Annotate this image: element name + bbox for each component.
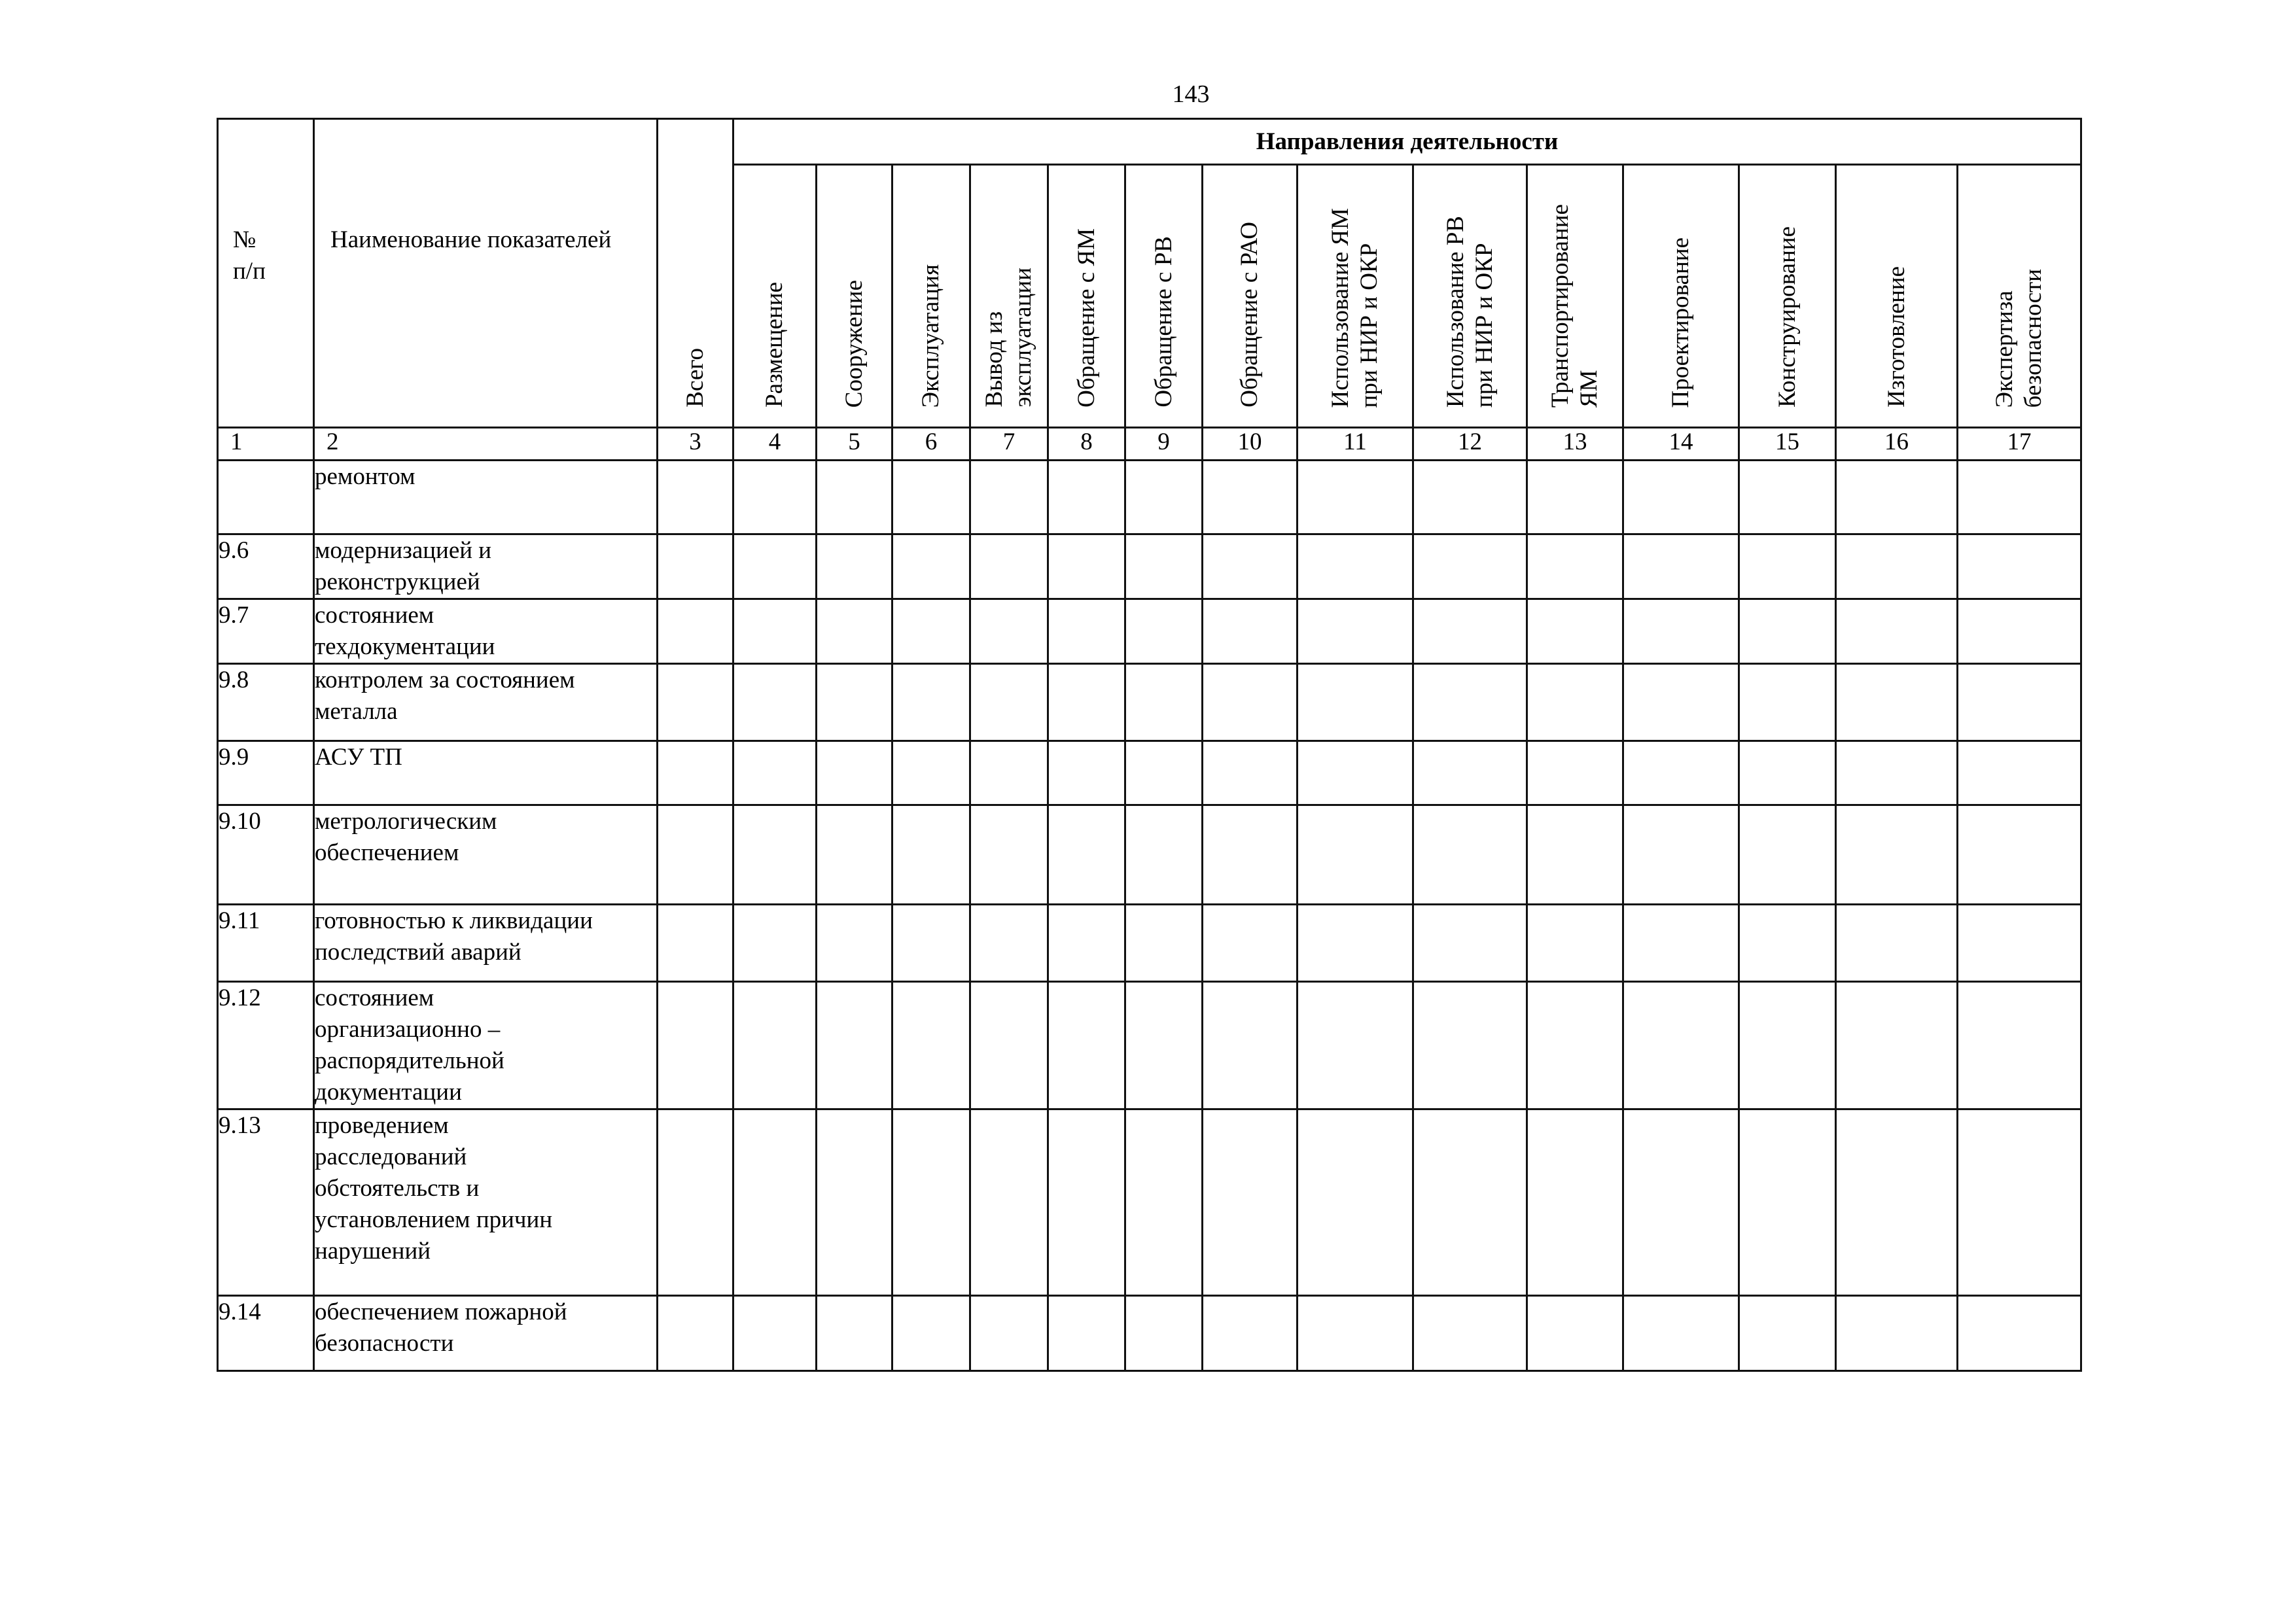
table-cell — [970, 741, 1048, 805]
table-cell — [1958, 534, 2081, 599]
row-number: 9.10 — [218, 805, 314, 905]
table-cell — [1739, 741, 1836, 805]
table-cell — [817, 805, 892, 905]
column-header-7 — [1203, 165, 1298, 428]
column-header-14 — [1958, 165, 2081, 428]
table-cell — [1739, 805, 1836, 905]
table-cell — [1836, 741, 1958, 805]
table-cell — [733, 1296, 817, 1371]
column-header-label: Размещение — [761, 282, 788, 408]
column-number: 3 — [658, 428, 733, 461]
column-header-10 — [1527, 165, 1623, 428]
table-cell — [892, 741, 970, 805]
column-number-row — [218, 428, 2081, 461]
table-cell — [1739, 1109, 1836, 1296]
table-cell — [817, 664, 892, 741]
table-cell — [1048, 905, 1125, 982]
row-label — [314, 805, 658, 905]
table-row — [218, 461, 2081, 534]
table-cell — [970, 599, 1048, 664]
table-cell — [733, 664, 817, 741]
table-cell — [1125, 741, 1203, 805]
column-header-label: Транспортирование ЯМ — [1547, 203, 1602, 408]
table-cell — [892, 1296, 970, 1371]
row-label — [314, 1109, 658, 1296]
row-label-line: установлением причин — [315, 1206, 553, 1233]
table-cell — [1125, 805, 1203, 905]
table-cell — [1048, 982, 1125, 1109]
column-header-label: Экспертиза безопасности — [1991, 268, 2047, 408]
table-cell — [1739, 1296, 1836, 1371]
table-cell — [1203, 741, 1298, 805]
row-number: 9.12 — [218, 982, 314, 1109]
table-cell — [1048, 461, 1125, 534]
table-cell — [1527, 905, 1623, 982]
table-cell — [1203, 1296, 1298, 1371]
table-cell — [1298, 664, 1413, 741]
row-label-line: техдокументации — [315, 633, 495, 660]
table-cell — [733, 461, 817, 534]
table-cell — [1125, 1296, 1203, 1371]
table-cell — [1527, 1296, 1623, 1371]
table-cell — [1203, 534, 1298, 599]
table-cell — [1527, 599, 1623, 664]
table-cell — [970, 461, 1048, 534]
table-row — [218, 599, 2081, 664]
table-cell — [1048, 805, 1125, 905]
table-cell — [892, 905, 970, 982]
row-label-line: обеспечением пожарной — [315, 1299, 567, 1325]
table-cell — [1958, 982, 2081, 1109]
table-cell — [1836, 461, 1958, 534]
column-header-label: Обращение с РВ — [1150, 236, 1177, 408]
table-cell — [1298, 534, 1413, 599]
table-cell — [1413, 599, 1527, 664]
table-cell — [1527, 741, 1623, 805]
table-cell — [817, 1109, 892, 1296]
column-header-label: Всего — [681, 348, 709, 408]
table-cell — [970, 905, 1048, 982]
table-cell — [892, 534, 970, 599]
table-cell — [1958, 1109, 2081, 1296]
table-cell — [1413, 534, 1527, 599]
column-header-label: Проектирование — [1667, 237, 1694, 408]
table-cell — [658, 599, 733, 664]
table-cell — [817, 1296, 892, 1371]
table-cell — [817, 741, 892, 805]
column-number: 16 — [1836, 428, 1958, 461]
table-cell — [1125, 461, 1203, 534]
table-cell — [1739, 534, 1836, 599]
column-header-label: Обращение с РАО — [1236, 222, 1263, 408]
table-cell — [1413, 664, 1527, 741]
table-cell — [1125, 982, 1203, 1109]
table-cell — [1836, 1296, 1958, 1371]
table-cell — [817, 599, 892, 664]
table-cell — [1623, 1109, 1739, 1296]
name-column-header: Наименование показателей — [314, 119, 658, 428]
table-cell — [733, 599, 817, 664]
table-cell — [1527, 1109, 1623, 1296]
table-cell — [1527, 982, 1623, 1109]
row-label-line: обеспечением — [315, 839, 459, 866]
row-label-line: безопасности — [315, 1330, 454, 1357]
column-header-label: Сооружение — [840, 279, 868, 408]
row-label-line: ремонтом — [315, 463, 415, 490]
table-cell — [1298, 741, 1413, 805]
table-cell — [1958, 461, 2081, 534]
row-number: 9.7 — [218, 599, 314, 664]
table-cell — [733, 534, 817, 599]
table-cell — [733, 741, 817, 805]
table-cell — [1958, 664, 2081, 741]
column-header-11 — [1623, 165, 1739, 428]
table-cell — [1298, 1296, 1413, 1371]
column-number: 14 — [1623, 428, 1739, 461]
table-cell — [1836, 982, 1958, 1109]
table-cell — [1203, 599, 1298, 664]
table-cell — [1836, 664, 1958, 741]
column-header-5 — [1048, 165, 1125, 428]
column-header-label: Обращение с ЯМ — [1072, 228, 1100, 408]
table-cell — [892, 805, 970, 905]
column-header-4 — [970, 165, 1048, 428]
row-label-line: реконструкцией — [315, 568, 480, 595]
column-header-label: Эксплуатация — [917, 264, 944, 408]
table-cell — [970, 982, 1048, 1109]
table-cell — [658, 461, 733, 534]
table-cell — [1623, 982, 1739, 1109]
row-number: 9.6 — [218, 534, 314, 599]
table-cell — [1527, 534, 1623, 599]
table-cell — [1203, 461, 1298, 534]
row-number: 9.14 — [218, 1296, 314, 1371]
column-header-label: Использование ЯМ при НИР и ОКР — [1327, 207, 1383, 408]
header-row-top — [218, 119, 2081, 165]
table-cell — [1739, 599, 1836, 664]
row-label — [314, 741, 658, 805]
table-cell — [1413, 741, 1527, 805]
column-number: 10 — [1203, 428, 1298, 461]
table-cell — [733, 905, 817, 982]
table-cell — [658, 982, 733, 1109]
table-cell — [1958, 741, 2081, 805]
table-cell — [1623, 805, 1739, 905]
table-cell — [1836, 805, 1958, 905]
table-cell — [1836, 1109, 1958, 1296]
page-number: 143 — [1172, 80, 1210, 108]
table-cell — [1203, 805, 1298, 905]
column-header-8 — [1298, 165, 1413, 428]
table-cell — [970, 805, 1048, 905]
table-cell — [1623, 741, 1739, 805]
table-cell — [1623, 599, 1739, 664]
table-cell — [1958, 805, 2081, 905]
row-label — [314, 664, 658, 741]
table-cell — [817, 905, 892, 982]
column-header-label: Изготовление — [1882, 266, 1910, 408]
number-abbrev: п/п — [233, 258, 266, 285]
activity-directions-header: Направления деятельности — [733, 119, 2081, 165]
column-number: 5 — [817, 428, 892, 461]
table-cell — [1623, 1296, 1739, 1371]
column-number: 4 — [733, 428, 817, 461]
table-cell — [817, 982, 892, 1109]
table-cell — [1125, 905, 1203, 982]
table-cell — [733, 982, 817, 1109]
table-cell — [1527, 805, 1623, 905]
column-number: 11 — [1298, 428, 1413, 461]
table-cell — [1739, 982, 1836, 1109]
table-cell — [892, 664, 970, 741]
column-header-1 — [733, 165, 817, 428]
row-label — [314, 1296, 658, 1371]
table-cell — [1958, 905, 2081, 982]
table-cell — [658, 805, 733, 905]
row-label-line: последствий аварий — [315, 939, 521, 966]
table-cell — [1125, 664, 1203, 741]
row-label-line: контролем за состоянием — [315, 667, 575, 693]
column-header-6 — [1125, 165, 1203, 428]
row-label-line: металла — [315, 698, 398, 725]
column-number: 1 — [218, 428, 314, 461]
table-cell — [1298, 805, 1413, 905]
table-cell — [1125, 1109, 1203, 1296]
table-cell — [1048, 664, 1125, 741]
table-cell — [892, 599, 970, 664]
number-sign: № — [233, 226, 256, 253]
column-number: 13 — [1527, 428, 1623, 461]
column-header-total — [658, 119, 733, 428]
table-cell — [1623, 905, 1739, 982]
row-label — [314, 982, 658, 1109]
table-cell — [970, 1109, 1048, 1296]
row-label-line: расследований — [315, 1143, 467, 1170]
row-label-line: состоянием — [315, 602, 434, 629]
table-row — [218, 1296, 2081, 1371]
row-label-line: метрологическим — [315, 808, 497, 835]
table-cell — [1125, 599, 1203, 664]
column-number: 8 — [1048, 428, 1125, 461]
table-row — [218, 905, 2081, 982]
table-cell — [970, 1296, 1048, 1371]
row-label-line: нарушений — [315, 1238, 431, 1265]
table-cell — [1623, 664, 1739, 741]
column-header-3 — [892, 165, 970, 428]
table-cell — [1203, 982, 1298, 1109]
table-row — [218, 534, 2081, 599]
table-cell — [1048, 741, 1125, 805]
table-cell — [817, 461, 892, 534]
table-cell — [1739, 461, 1836, 534]
table-cell — [1413, 982, 1527, 1109]
column-number: 17 — [1958, 428, 2081, 461]
column-header-label: Вывод из эксплуатации — [981, 268, 1036, 408]
row-label-line: состоянием — [315, 985, 434, 1011]
table-row — [218, 1109, 2081, 1296]
table-cell — [1203, 664, 1298, 741]
table-cell — [1413, 905, 1527, 982]
table-cell — [658, 664, 733, 741]
column-header-13 — [1836, 165, 1958, 428]
table-cell — [1413, 1296, 1527, 1371]
row-label-line: проведением — [315, 1112, 449, 1139]
table-row — [218, 805, 2081, 905]
column-number: 2 — [314, 428, 658, 461]
table-row — [218, 664, 2081, 741]
row-label — [314, 534, 658, 599]
column-number: 15 — [1739, 428, 1836, 461]
table-cell — [1048, 534, 1125, 599]
row-label — [314, 905, 658, 982]
row-label-line: модернизацией и — [315, 537, 492, 564]
row-number: 9.8 — [218, 664, 314, 741]
column-number: 9 — [1125, 428, 1203, 461]
table-cell — [1413, 805, 1527, 905]
table-cell — [970, 534, 1048, 599]
row-label-line: обстоятельств и — [315, 1175, 480, 1202]
table-cell — [1048, 1109, 1125, 1296]
table-cell — [658, 534, 733, 599]
column-header-label: Использование РВ при НИР и ОКР — [1441, 215, 1498, 408]
table-cell — [1298, 982, 1413, 1109]
row-label-line: организационно – — [315, 1016, 501, 1043]
table-cell — [1739, 664, 1836, 741]
table-cell — [1623, 534, 1739, 599]
row-label-line: распорядительной — [315, 1047, 504, 1074]
table-cell — [1203, 905, 1298, 982]
table-cell — [1958, 1296, 2081, 1371]
column-header-9 — [1413, 165, 1527, 428]
table-cell — [1836, 599, 1958, 664]
table-cell — [892, 982, 970, 1109]
column-number: 6 — [892, 428, 970, 461]
table-cell — [1739, 905, 1836, 982]
number-column-header — [218, 119, 314, 428]
table-cell — [733, 805, 817, 905]
table-cell — [733, 1109, 817, 1296]
column-header-12 — [1739, 165, 1836, 428]
table-cell — [1623, 461, 1739, 534]
table-cell — [1048, 1296, 1125, 1371]
table-cell — [970, 664, 1048, 741]
table-cell — [1298, 905, 1413, 982]
table-row — [218, 741, 2081, 805]
row-number: 9.13 — [218, 1109, 314, 1296]
table-cell — [1413, 1109, 1527, 1296]
table-cell — [1298, 599, 1413, 664]
row-label-line: готовностью к ликвидации — [315, 907, 593, 934]
table-cell — [1298, 461, 1413, 534]
row-number: 9.9 — [218, 741, 314, 805]
row-number — [218, 461, 314, 534]
table-cell — [892, 461, 970, 534]
table-cell — [1836, 534, 1958, 599]
table-cell — [1527, 664, 1623, 741]
row-label-line: документации — [315, 1079, 462, 1106]
table-cell — [1048, 599, 1125, 664]
table-cell — [1958, 599, 2081, 664]
table-cell — [658, 741, 733, 805]
indicators-table — [217, 118, 2082, 1372]
table-cell — [1836, 905, 1958, 982]
column-number: 7 — [970, 428, 1048, 461]
column-header-2 — [817, 165, 892, 428]
table-cell — [658, 1109, 733, 1296]
table-cell — [1125, 534, 1203, 599]
table-cell — [658, 1296, 733, 1371]
table-cell — [1203, 1109, 1298, 1296]
table-cell — [1298, 1109, 1413, 1296]
table-cell — [817, 534, 892, 599]
table-cell — [892, 1109, 970, 1296]
column-number: 12 — [1413, 428, 1527, 461]
row-label-line: АСУ ТП — [315, 744, 402, 771]
table-row — [218, 982, 2081, 1109]
table-cell — [1413, 461, 1527, 534]
row-number: 9.11 — [218, 905, 314, 982]
row-label — [314, 599, 658, 664]
column-header-label: Конструирование — [1773, 226, 1801, 408]
table-cell — [1527, 461, 1623, 534]
row-label — [314, 461, 658, 534]
table-cell — [658, 905, 733, 982]
